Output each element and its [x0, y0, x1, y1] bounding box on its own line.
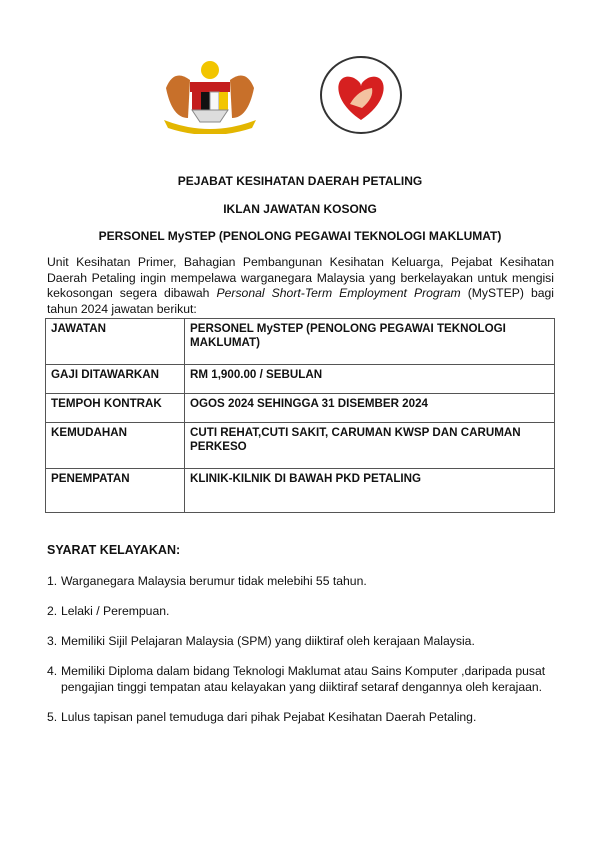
- intro-text: Unit Kesihatan Primer, Bahagian Pembangunan Kesihatan Keluarga, Pejabat Kesihatan Daerah Petaling ingin mempelawa warganegara Malaysia yang berkelayakan untuk mengisi kekosongan segera dibawah: [47, 255, 554, 300]
- item-number: 3.: [47, 634, 58, 648]
- item-number: 2.: [47, 604, 58, 618]
- table-row: [46, 394, 555, 423]
- row-value: PERSONEL MySTEP (PENOLONG PEGAWAI TEKNOLOGI MAKLUMAT): [185, 319, 555, 365]
- row-value: CUTI REHAT,CUTI SAKIT, CARUMAN KWSP DAN CARUMAN PERKESO: [185, 423, 555, 469]
- item-text: Warganegara Malaysia berumur tidak melebihi 55 tahun.: [61, 574, 367, 588]
- list-item: [47, 663, 557, 695]
- row-value: OGOS 2024 SEHINGGA 31 DISEMBER 2024: [185, 394, 555, 423]
- list-item: [47, 603, 557, 619]
- position-title: PERSONEL MySTEP (PENOLONG PEGAWAI TEKNOLOGI MAKLUMAT): [98, 229, 502, 243]
- office-title: PEJABAT KESIHATAN DAERAH PETALING: [177, 174, 423, 188]
- requirements-heading: SYARAT KELAYAKAN:: [47, 543, 181, 557]
- program-name: Personal Short-Term Employment Program: [216, 286, 461, 300]
- row-value: KLINIK-KILNIK DI BAWAH PKD PETALING: [185, 469, 555, 513]
- item-text: Lulus tapisan panel temuduga dari pihak Pejabat Kesihatan Daerah Petaling.: [61, 710, 477, 724]
- job-details-table: [45, 318, 555, 513]
- item-number: 1.: [47, 574, 58, 588]
- item-text: Lelaki / Perempuan.: [61, 604, 170, 618]
- table-row: [46, 469, 555, 513]
- table-row: [46, 423, 555, 469]
- item-text: Memiliki Sijil Pelajaran Malaysia (SPM) yang diiktiraf oleh kerajaan Malaysia.: [61, 634, 475, 648]
- row-label: JAWATAN: [46, 319, 185, 365]
- table-row: [46, 319, 555, 365]
- row-label: PENEMPATAN: [46, 469, 185, 513]
- row-value: RM 1,900.00 / SEBULAN: [185, 365, 555, 394]
- row-label: TEMPOH KONTRAK: [46, 394, 185, 423]
- item-number: 4.: [47, 664, 58, 678]
- list-item: [47, 633, 557, 649]
- row-label: GAJI DITAWARKAN: [46, 365, 185, 394]
- row-label: KEMUDAHAN: [46, 423, 185, 469]
- notice-title: IKLAN JAWATAN KOSONG: [223, 202, 377, 216]
- intro-paragraph: [47, 255, 554, 317]
- table-row: [46, 365, 555, 394]
- malaysia-coat-of-arms-logo: [160, 58, 260, 134]
- item-text: Memiliki Diploma dalam bidang Teknologi Maklumat atau Sains Komputer ,daripada pusat pengajian tinggi tempatan atau kelayakan yang diiktiraf setaraf dengannya oleh kerajaan.: [61, 664, 546, 694]
- list-item: [47, 573, 557, 589]
- intro-text-end: (MySTEP) bagi tahun 2024 jawatan berikut:: [47, 286, 554, 316]
- requirements-list: [47, 560, 557, 725]
- list-item: [47, 709, 557, 725]
- item-number: 5.: [47, 710, 58, 724]
- ministry-of-health-logo: [318, 54, 404, 136]
